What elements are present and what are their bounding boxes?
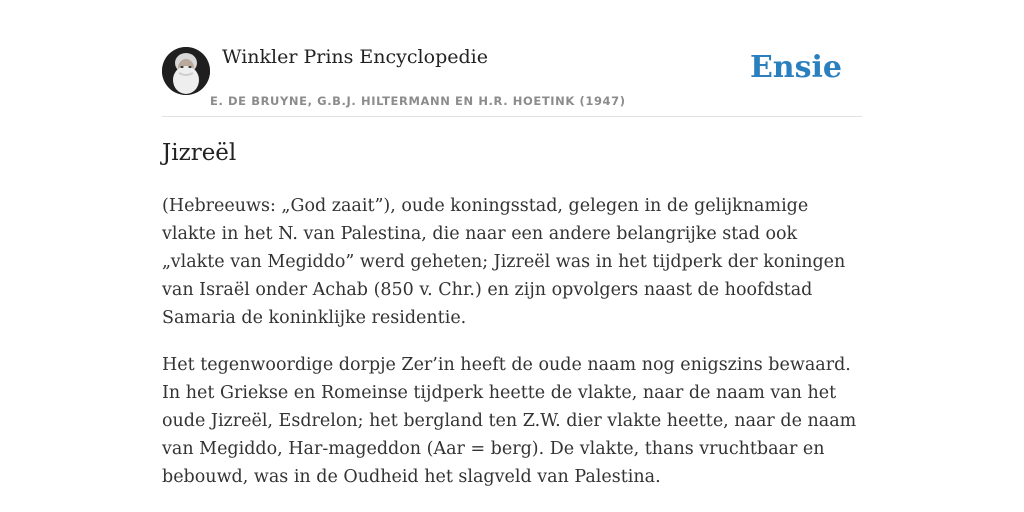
authors-byline: E. DE BRUYNE, G.B.J. HILTERMANN EN H.R. HOETINK (1947) [210, 94, 626, 108]
bearded-man-portrait-icon[interactable] [162, 47, 210, 95]
site-title[interactable]: Winkler Prins Encyclopedie [222, 46, 488, 68]
site-header [162, 44, 862, 117]
ensie-logo-link[interactable]: Ensie [749, 50, 842, 85]
article-paragraph: Het tegenwoordige dorpje Zer’in heeft de oude naam nog enigszins bewaard. In het Griekse en Romeinse tijdperk heette de vlakte, naar de naam van het oude Jizreël, Esdrelon; het bergland ten Z.W. dier vlakte heette, naar de naam van Megiddo, Har-mageddon (Aar = berg). De vlakte, thans vruchtbaar en bebouwd, was in de Oudheid het slagveld van Palestina. [162, 355, 857, 487]
article-body [162, 192, 862, 510]
article-paragraph: (Hebreeuws: „God zaait”), oude koningsstad, gelegen in de gelijknamige vlakte in het N. van Palestina, die naar een andere belangrijke stad ook „vlakte van Megiddo” werd geheten; Jizreël was in het tijdperk der koningen van Israël onder Achab (850 v. Chr.) en zijn opvolgers naast de hoofdstad Samaria de koninklijke residentie. [162, 196, 846, 328]
article-title: Jizreël [162, 140, 237, 166]
